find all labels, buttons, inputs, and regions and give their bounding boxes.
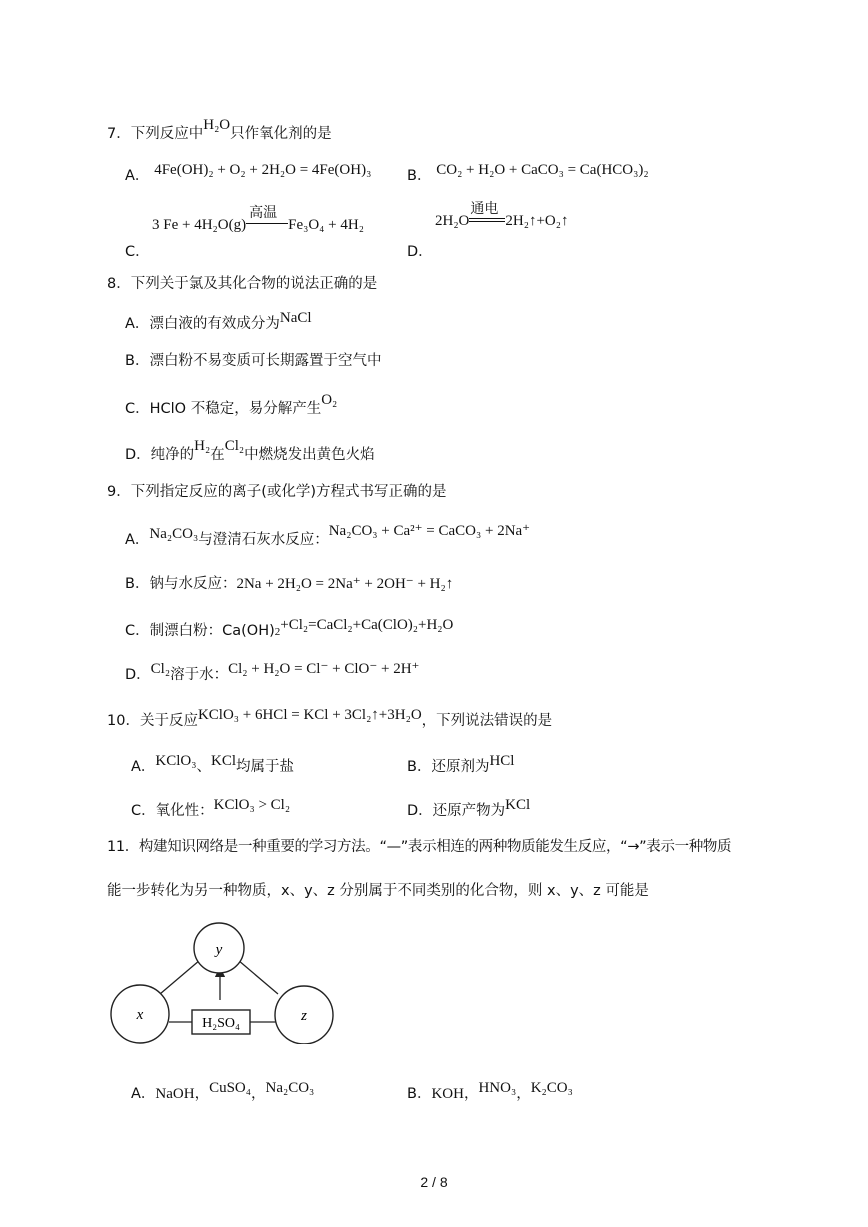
q9-a-equation: Na₂CO₃ + Ca²⁺ = CaCO₃ + 2Na⁺ xyxy=(328,523,531,539)
q11-b-label: B． xyxy=(407,1086,432,1102)
q7-option-c-label xyxy=(125,241,150,262)
q8-d-text-a: 纯净的 xyxy=(150,447,195,463)
q7-c-arrow xyxy=(246,205,288,234)
q7-option-a xyxy=(125,162,372,186)
q7-c-condition: 高温 xyxy=(249,205,278,221)
q11-b-sep-1: ， xyxy=(463,1086,479,1102)
q7-b-label: B． xyxy=(407,168,432,184)
q10-c-label: C． xyxy=(131,803,156,819)
q7-stem-formula: H₂O xyxy=(203,117,231,133)
node-y-label: y xyxy=(215,942,223,958)
q9-d-text: 溶于水： xyxy=(170,667,229,683)
q9-c-formula: Ca(OH) xyxy=(222,623,275,639)
q11-option-a xyxy=(131,1080,315,1104)
q9-option-b xyxy=(125,573,453,594)
q10-a-label: A． xyxy=(131,759,156,775)
q8-c-label: C． xyxy=(125,401,150,417)
q9-d-label: D． xyxy=(125,667,151,683)
q7-stem xyxy=(107,117,332,144)
q9-a-label: A． xyxy=(125,532,150,548)
q11-stem-line-1 xyxy=(107,836,731,857)
q10-d-text: 还原产物为 xyxy=(432,803,506,819)
q7-c-left: 3 Fe + 4H₂O(g) xyxy=(152,217,247,233)
edge-y-z xyxy=(238,960,278,994)
q10-c-text: 氧化性： xyxy=(155,803,214,819)
q8-a-formula: NaCl xyxy=(279,310,312,326)
q10-stem-text: 10．关于反应 xyxy=(107,713,198,729)
q11-a-sep-1: ， xyxy=(194,1086,210,1102)
q10-b-label: B． xyxy=(407,759,432,775)
q8-d-formula-b: Cl₂ xyxy=(224,438,245,454)
q7-d-left: 2H₂O xyxy=(435,213,470,229)
q8-c-text: HClO 不稳定，易分解产生 xyxy=(149,401,322,417)
q11-line-2-text: 能一步转化为另一种物质，x、y、z 分别属于不同类别的化合物，则 x、y、z 可能是 xyxy=(107,883,649,899)
node-x-label: x xyxy=(136,1007,144,1023)
q7-a-label: A． xyxy=(125,168,150,184)
q10-option-a xyxy=(131,753,295,777)
q7-c-right: Fe₃O₄ + 4H₂ xyxy=(288,217,364,233)
q10-a-text: 均属于盐 xyxy=(236,759,295,775)
q8-option-a xyxy=(125,310,312,334)
q8-b-label: B． xyxy=(125,353,150,369)
q11-line-1-text: 11．构建知识网络是一种重要的学习方法。“—”表示相连的两种物质能发生反应，“→”表示一种物质 xyxy=(107,839,732,855)
q10-b-text: 还原剂为 xyxy=(431,759,490,775)
q11-a-formula-1: NaOH xyxy=(155,1086,195,1102)
q9-stem-text: 9．下列指定反应的离子(或化学)方程式书写正确的是 xyxy=(107,484,447,500)
q8-d-formula-a: H₂ xyxy=(194,438,211,454)
q9-d-equation: Cl₂ + H₂O = Cl⁻ + ClO⁻ + 2H⁺ xyxy=(228,661,420,677)
q8-option-b xyxy=(125,350,381,371)
q7-c-label: C． xyxy=(125,244,150,260)
q7-d-condition: 通电 xyxy=(470,201,499,217)
q11-b-formula-1: KOH xyxy=(431,1086,464,1102)
q8-a-text: 漂白液的有效成分为 xyxy=(149,316,280,332)
q8-a-label: A． xyxy=(125,316,150,332)
q7-option-d-equation xyxy=(435,201,569,231)
q11-stem-line-2 xyxy=(107,880,649,901)
q8-c-formula: O₂ xyxy=(321,392,338,408)
q8-option-c xyxy=(125,392,338,419)
q7-option-c-equation xyxy=(152,205,364,235)
q9-a-text: 与澄清石灰水反应： xyxy=(198,532,329,548)
q9-option-c xyxy=(125,617,454,642)
q10-stem-text-2: ，下列说法错误的是 xyxy=(421,713,553,729)
q10-b-formula: HCl xyxy=(489,753,515,769)
q11-a-sep-2: ， xyxy=(251,1086,266,1102)
q7-stem-text-2: 只作氧化剂的是 xyxy=(230,126,332,142)
q8-option-d xyxy=(125,438,375,465)
q9-c-equation: +Cl₂=CaCl₂+Ca(ClO)₂+H₂O xyxy=(280,617,454,633)
q8-stem-text: 8．下列关于氯及其化合物的说法正确的是 xyxy=(107,276,378,292)
q7-d-arrow xyxy=(469,201,505,230)
q9-d-formula: Cl₂ xyxy=(150,661,171,677)
q9-stem xyxy=(107,481,447,502)
edge-y-x xyxy=(160,960,200,994)
q8-stem xyxy=(107,273,377,294)
q10-option-d xyxy=(407,797,531,821)
node-h2so4-label: H₂SO₄ xyxy=(202,1016,240,1031)
node-z-label: z xyxy=(301,1008,307,1024)
q8-d-text-b: 在 xyxy=(210,447,225,463)
q11-b-sep-2: ， xyxy=(516,1086,531,1102)
q11-a-formula-2: CuSO₄ xyxy=(209,1080,251,1096)
q7-a-equation: 4Fe(OH)₂ + O₂ + 2H₂O = 4Fe(OH)₃ xyxy=(154,162,372,178)
q8-d-label: D． xyxy=(125,447,151,463)
q8-b-text: 漂白粉不易变质可长期露置于空气中 xyxy=(149,353,382,369)
q9-option-d xyxy=(125,661,420,685)
q7-b-equation: CO₂ + H₂O + CaCO₃ = Ca(HCO₃)₂ xyxy=(436,162,649,178)
q9-c-label: C． xyxy=(125,623,150,639)
q11-a-label: A． xyxy=(131,1086,156,1102)
page-number: 2 / 8 xyxy=(420,1174,448,1190)
q7-stem-text: 7．下列反应中 xyxy=(107,126,204,142)
q8-d-text-c: 中燃烧发出黄色火焰 xyxy=(244,447,375,463)
q9-b-equation: 2Na + 2H₂O = 2Na⁺ + 2OH⁻ + H₂↑ xyxy=(236,576,454,592)
q10-c-formula: KClO₃ > Cl₂ xyxy=(213,797,291,813)
q10-a-separator: 、 xyxy=(196,759,211,775)
q7-option-d-label xyxy=(407,241,433,262)
q10-option-c xyxy=(131,797,291,821)
q9-b-label: B． xyxy=(125,576,150,592)
q9-c-subscript: 2 xyxy=(274,626,281,638)
q9-a-formula: Na₂CO₃ xyxy=(149,526,199,542)
q7-d-label: D． xyxy=(407,244,433,260)
q10-a-formula-b: KCl xyxy=(211,753,237,769)
q10-d-label: D． xyxy=(407,803,433,819)
q11-a-formula-3: Na₂CO₃ xyxy=(265,1080,315,1096)
q10-a-formula-a: KClO₃ xyxy=(155,753,197,769)
q10-equation: KClO₃ + 6HCl = KCl + 3Cl₂↑+3H₂O xyxy=(197,707,422,723)
q10-d-formula: KCl xyxy=(505,797,531,813)
q10-stem xyxy=(107,707,553,731)
q10-option-b xyxy=(407,753,515,777)
q9-option-a xyxy=(125,523,531,550)
q7-d-right: 2H₂↑+O₂↑ xyxy=(505,213,569,229)
q9-b-text: 钠与水反应： xyxy=(149,576,237,592)
q11-option-b xyxy=(407,1080,573,1104)
q11-diagram xyxy=(108,918,348,1044)
q7-option-b xyxy=(407,162,649,186)
q11-b-formula-2: HNO₃ xyxy=(478,1080,517,1096)
q11-b-formula-3: K₂CO₃ xyxy=(530,1080,573,1096)
q9-c-text: 制漂白粉： xyxy=(149,623,223,639)
